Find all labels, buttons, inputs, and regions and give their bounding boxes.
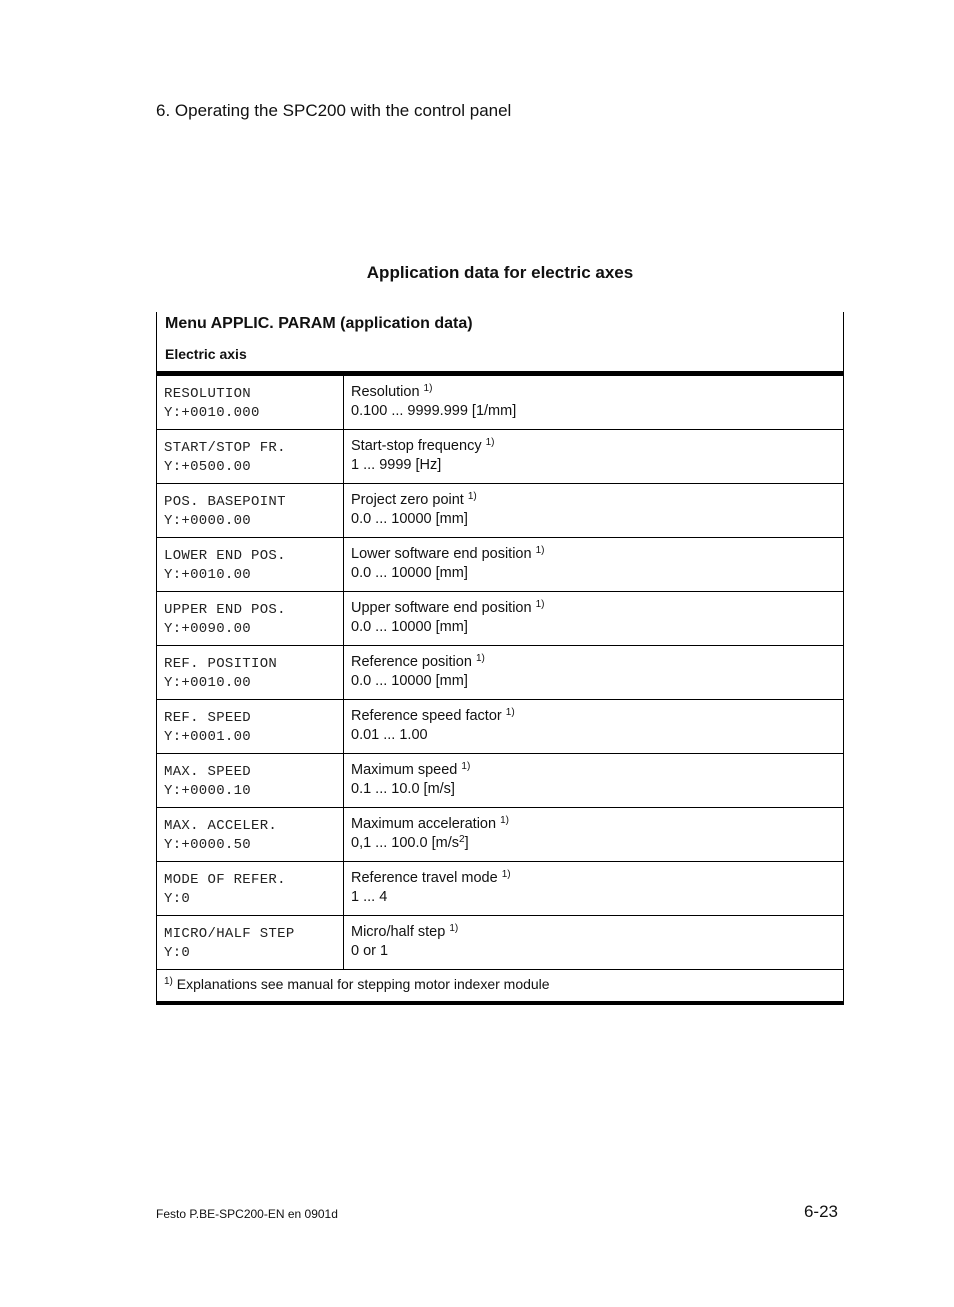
footnote-ref: 1) <box>500 815 509 826</box>
param-value: Y:+0010.00 <box>164 567 252 583</box>
param-description: Micro/half step <box>351 924 446 940</box>
param-description: Resolution <box>351 384 420 400</box>
param-value: Y:0 <box>164 891 191 907</box>
table-row <box>157 484 843 538</box>
description-cell <box>344 646 843 699</box>
param-description: Start-stop frequency <box>351 438 482 454</box>
table-row <box>157 916 843 970</box>
table-row <box>157 754 843 808</box>
param-code: MICRO/HALF STEP <box>164 926 295 942</box>
display-cell <box>157 700 344 753</box>
param-range: 0.0 ... 10000 [mm] <box>351 511 468 527</box>
display-cell <box>157 430 344 483</box>
param-value: Y:+0500.00 <box>164 459 252 475</box>
param-description: Reference position <box>351 654 472 670</box>
param-value: Y:+0001.00 <box>164 729 252 745</box>
display-cell <box>157 484 344 537</box>
param-code: REF. SPEED <box>164 710 252 726</box>
table-row <box>157 538 843 592</box>
footnote-ref: 1) <box>475 653 485 664</box>
table-row <box>157 808 843 862</box>
param-value: Y:0 <box>164 945 191 961</box>
description-cell <box>344 484 843 537</box>
param-value: Y:+0000.50 <box>164 837 252 853</box>
param-range: 0.100 ... 9999.999 [1/mm] <box>351 403 517 419</box>
param-range: 0,1 ... 100.0 [m/s <box>351 835 459 851</box>
description-cell <box>344 538 843 591</box>
param-code: RESOLUTION <box>164 386 252 402</box>
display-cell <box>157 916 344 969</box>
description-cell <box>344 376 843 429</box>
param-range: 0.0 ... 10000 [mm] <box>351 565 468 581</box>
param-description: Reference travel mode <box>351 870 498 886</box>
table-row <box>157 646 843 700</box>
footnote-ref: 1) <box>467 491 477 502</box>
param-value: Y:+0090.00 <box>164 621 252 637</box>
display-cell <box>157 808 344 861</box>
document-id: Festo P.BE-SPC200-EN en 0901d <box>156 1207 338 1221</box>
footnote-text: Explanations see manual for stepping motor indexer module <box>176 976 550 992</box>
display-cell <box>157 754 344 807</box>
param-description: Maximum speed <box>351 762 458 778</box>
superscript-exponent: 2 <box>459 834 465 845</box>
param-code: LOWER END POS. <box>164 548 286 564</box>
param-code: REF. POSITION <box>164 656 278 672</box>
param-value: Y:+0000.00 <box>164 513 252 529</box>
param-range: 0 or 1 <box>351 943 389 959</box>
description-cell <box>344 862 843 915</box>
description-cell <box>344 700 843 753</box>
footnote-ref: 1) <box>535 599 545 610</box>
display-cell <box>157 646 344 699</box>
param-description: Upper software end position <box>351 600 532 616</box>
param-description: Reference speed factor <box>351 708 502 724</box>
param-description: Lower software end position <box>351 546 532 562</box>
section-title: Application data for electric axes <box>366 263 634 282</box>
param-value: Y:+0010.00 <box>164 675 252 691</box>
footnote-ref: 1) <box>423 383 433 394</box>
display-cell <box>157 862 344 915</box>
param-range: 0.01 ... 1.00 <box>351 727 428 743</box>
display-cell <box>157 376 344 429</box>
description-cell <box>344 592 843 645</box>
param-code: MAX. ACCELER. <box>164 818 278 834</box>
table-subtitle: Electric axis <box>165 346 247 362</box>
description-cell <box>344 916 843 969</box>
param-value: Y:+0010.000 <box>164 405 260 421</box>
param-code: POS. BASEPOINT <box>164 494 286 510</box>
footnote-ref: 1) <box>505 707 515 718</box>
table-footnote <box>157 970 843 1005</box>
param-code: MODE OF REFER. <box>164 872 286 888</box>
param-code: UPPER END POS. <box>164 602 286 618</box>
footnote-ref: 1) <box>501 869 511 880</box>
footnote-ref: 1) <box>461 761 471 772</box>
param-range: 1 ... 4 <box>351 889 388 905</box>
description-cell <box>344 754 843 807</box>
table-row <box>157 430 843 484</box>
footnote-ref: 1) <box>535 545 545 556</box>
param-range-suffix: ] <box>464 835 469 851</box>
footnote-mark: 1) <box>164 976 173 987</box>
param-code: MAX. SPEED <box>164 764 252 780</box>
table-header <box>157 312 843 376</box>
param-code: START/STOP FR. <box>164 440 286 456</box>
param-description: Project zero point <box>351 492 464 508</box>
param-value: Y:+0000.10 <box>164 783 252 799</box>
param-range: 0.0 ... 10000 [mm] <box>351 619 468 635</box>
table-row <box>157 862 843 916</box>
footnote-ref: 1) <box>485 437 495 448</box>
page-number: 6-23 <box>803 1202 838 1221</box>
table-row <box>157 700 843 754</box>
menu-title: Menu APPLIC. PARAM (application data) <box>165 315 473 332</box>
footnote-ref: 1) <box>449 923 459 934</box>
description-cell <box>344 430 843 483</box>
chapter-heading: 6. Operating the SPC200 with the control panel <box>156 101 512 120</box>
description-cell <box>344 808 843 861</box>
param-range: 0.0 ... 10000 [mm] <box>351 673 468 689</box>
param-description: Maximum acceleration <box>351 816 497 832</box>
display-cell <box>157 538 344 591</box>
table-row <box>157 592 843 646</box>
application-data-table <box>156 312 844 1005</box>
param-range: 1 ... 9999 [Hz] <box>351 457 442 473</box>
param-range: 0.1 ... 10.0 [m/s] <box>351 781 455 797</box>
table-row <box>157 376 843 430</box>
display-cell <box>157 592 344 645</box>
